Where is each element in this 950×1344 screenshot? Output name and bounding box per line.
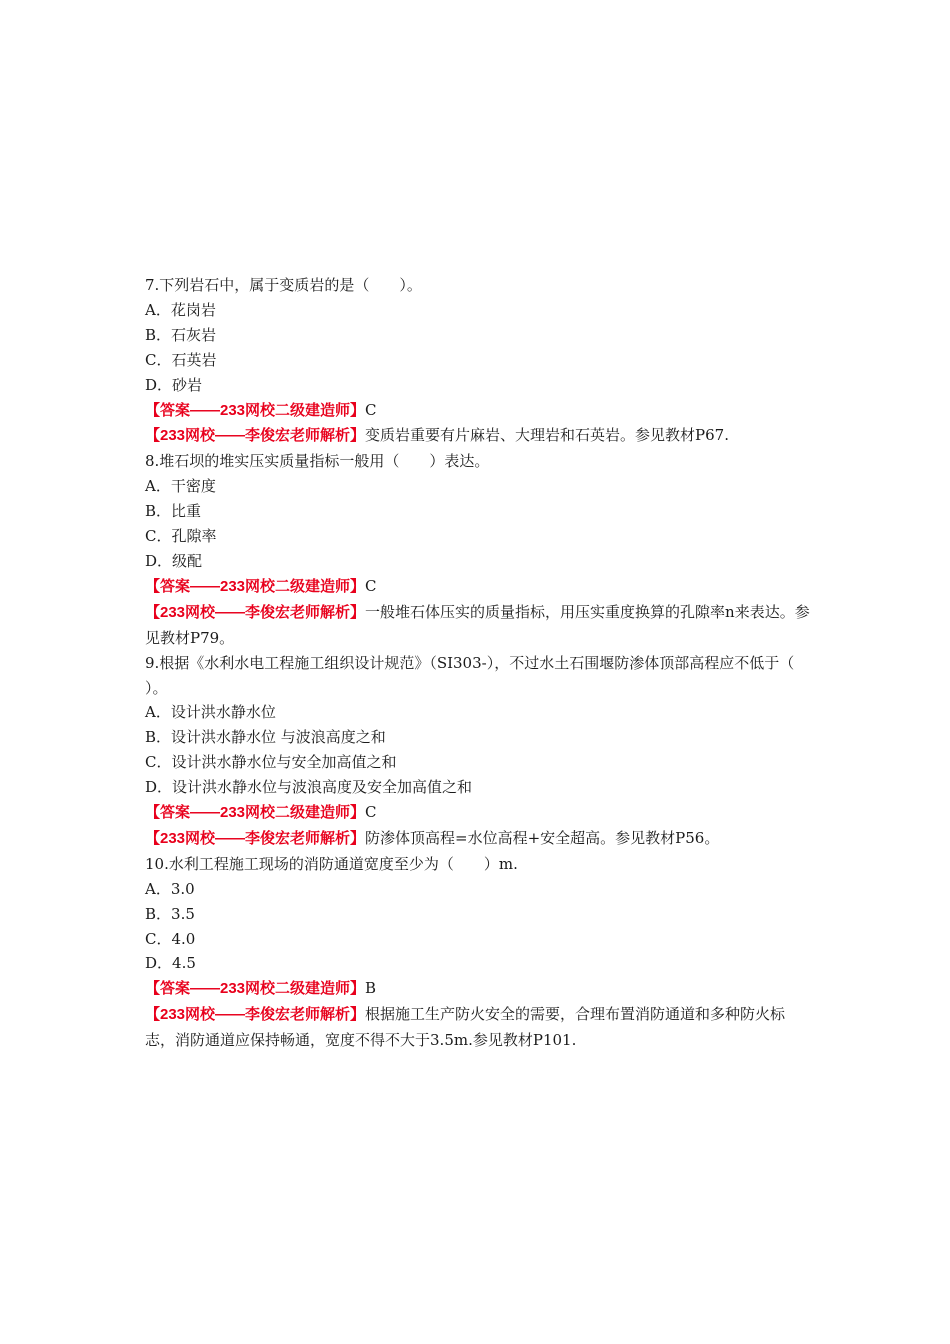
- answer-tag: 【答案——233网校二级建造师】: [145, 577, 366, 595]
- answer-value: C: [365, 400, 377, 419]
- option-c: C．石英岩: [145, 350, 217, 369]
- analysis-tag: 【233网校——李俊宏老师解析】: [145, 427, 366, 445]
- option-d: D．4.5: [145, 954, 196, 973]
- option-d: D．级配: [145, 551, 203, 570]
- answer-line: [145, 574, 810, 600]
- analysis-text: 防渗体顶高程=水位高程+安全超高。参见教材P56。: [365, 828, 720, 847]
- answer-line: [145, 398, 810, 424]
- analysis-tag: 【233网校——李俊宏老师解析】: [145, 829, 366, 847]
- document-body: [145, 273, 825, 1053]
- option-c: C．设计洪水静水位与安全加高值之和: [145, 753, 397, 772]
- question-block: [145, 852, 810, 1053]
- analysis-tag: 【233网校——李俊宏老师解析】: [145, 1006, 366, 1024]
- answer-value: B: [365, 979, 377, 998]
- analysis-line: [145, 600, 810, 651]
- analysis-line: [145, 423, 810, 449]
- analysis-line: [145, 1002, 810, 1053]
- analysis-tag: 【233网校——李俊宏老师解析】: [145, 603, 366, 621]
- option-a: A．花岗岩: [145, 300, 216, 319]
- option-a: A．3.0: [145, 879, 195, 898]
- answer-tag: 【答案——233网校二级建造师】: [145, 401, 366, 419]
- question-stem: 9.根据《水利水电工程施工组织设计规范》（SI303-），不过水土石围堰防渗体顶部高程应不低于（ ）。: [145, 653, 825, 697]
- question-stem: 7.下列岩石中，属于变质岩的是（ ）。: [145, 276, 422, 294]
- answer-line: [145, 800, 810, 826]
- analysis-text: 变质岩重要有片麻岩、大理岩和石英岩。参见教材P67.: [365, 426, 729, 445]
- question-block: [145, 449, 810, 650]
- analysis-text: 根据施工生产防火安全的需要，合理布置消防通道和多种防火标志，消防通道应保持畅通，宽度不得不大于3.5m.参见教材P101.: [145, 1005, 786, 1050]
- option-b: B．3.5: [145, 904, 195, 923]
- analysis-text: 一般堆石体压实的质量指标，用压实重度换算的孔隙率n来表达。参见教材P79。: [145, 602, 810, 647]
- question-stem: 10.水利工程施工现场的消防通道宽度至少为（ ）m.: [145, 854, 518, 873]
- answer-value: C: [365, 803, 377, 822]
- option-a: A．设计洪水静水位: [145, 703, 276, 722]
- option-d: D．砂岩: [145, 375, 203, 394]
- answer-line: [145, 976, 810, 1002]
- option-a: A．干密度: [145, 477, 216, 496]
- question-stem: 8.堆石坝的堆实压实质量指标一般用（ ）表达。: [145, 452, 490, 471]
- option-b: B．比重: [145, 502, 202, 521]
- option-b: B．石灰岩: [145, 325, 217, 344]
- option-b: B．设计洪水静水位 与波浪高度之和: [145, 728, 386, 747]
- option-d: D．设计洪水静水位与波浪高度及安全加高值之和: [145, 778, 473, 797]
- analysis-line: [145, 826, 810, 852]
- answer-tag: 【答案——233网校二级建造师】: [145, 980, 366, 998]
- option-c: C．4.0: [145, 929, 196, 948]
- answer-value: C: [365, 576, 377, 595]
- question-block: [145, 651, 825, 852]
- question-block: [145, 273, 810, 449]
- option-c: C．孔隙率: [145, 527, 217, 546]
- answer-tag: 【答案——233网校二级建造师】: [145, 804, 366, 822]
